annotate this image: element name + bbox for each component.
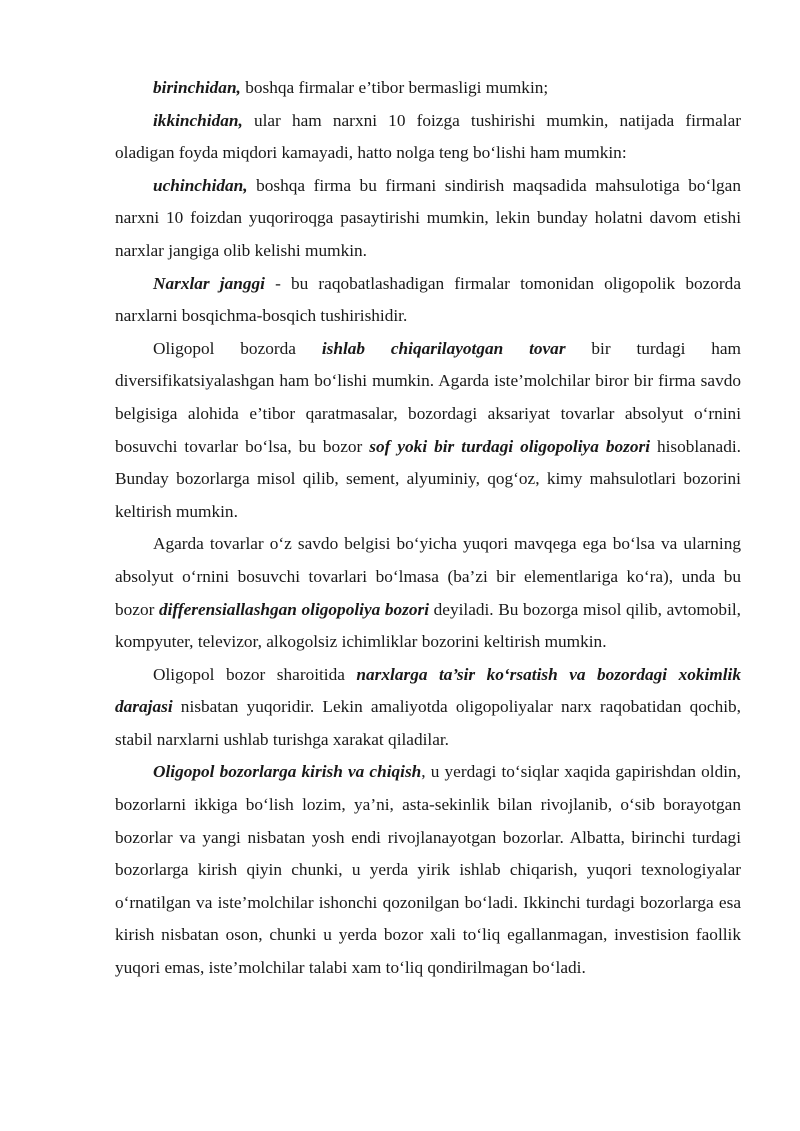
emphasis-term: uchinchidan, bbox=[153, 175, 248, 195]
emphasis-term: narxlarga ta’sir ko‘rsatish va bozordagi xokimlik darajasi bbox=[115, 664, 741, 717]
paragraph-text: ular ham narxni 10 foizga tushirishi mumkin, natijada firmalar oladigan foyda miqdori kamayadi, hatto nolga teng bo‘lishi ham mumkin: bbox=[115, 110, 741, 163]
document-page bbox=[115, 72, 741, 985]
paragraph-text: boshqa firmalar e’tibor bermasligi mumkin; bbox=[240, 78, 549, 97]
emphasis-term: birinchidan, bbox=[153, 78, 241, 97]
emphasis-term: ikkinchidan, bbox=[153, 110, 243, 130]
emphasis-term: Oligopol bozorlarga kirish va chiqish bbox=[153, 762, 422, 782]
emphasis-term: Narxlar janggi bbox=[153, 273, 265, 293]
paragraph-text: Oligopol bozor sharoitida bbox=[153, 664, 357, 684]
paragraph-text: bir turdagi ham diversifikatsiyalashgan ham bo‘lishi mumkin. Agarda iste’molchilar biror bir firma savdo belgisiga alohida e’tibor qaratmasalar, bozordagi aksariyat tovarlar absolyut o‘rnini bosuvchi tovarlar bo‘lsa, bu bozor bbox=[115, 338, 741, 456]
paragraph-text: hisoblanadi. Bunday bozorlarga misol qilib, sement, alyuminiy, qog‘oz, kimy mahsulotlari bozorini keltirish mumkin. bbox=[115, 436, 741, 521]
paragraph bbox=[115, 333, 741, 529]
paragraph-text: Oligopol bozorda bbox=[153, 338, 322, 358]
paragraph-text: , u yerdagi to‘siqlar xaqida gapirishdan oldin, bozorlarni ikkiga bo‘lish lozim, ya’ni, asta-sekinlik bilan rivojlanib, o‘sib borayotgan bozorlar va yangi nisbatan yosh endi rivojlanayotgan bozorlar. Albatta, birinchi turdagi bozorlarga kirish qiyin chunki, u yerda yirik ishlab chiqarish, yuqori texnologiyalar o‘rnatilgan va iste’molchilar ishonchi qozonilgan bo‘ladi. Ikkinchi turdagi bozorlarga esa kirish nisbatan oson, chunki u yerda bozor xali to‘liq egallanmagan, investision faollik yuqori emas, iste’molchilar talabi xam to‘liq qondirilmagan bo‘ladi. bbox=[115, 762, 741, 978]
paragraph bbox=[115, 756, 741, 984]
paragraph-text: Agarda tovarlar o‘z savdo belgisi bo‘yicha yuqori mavqega ega bo‘lsa va ularning absolyut o‘rnini bosuvchi tovarlari bo‘lmasa (ba’zi bir elementlariga ko‘ra), unda bu bozor bbox=[115, 534, 741, 619]
paragraph-text: nisbatan yuqoridir. Lekin amaliyotda oligopoliyalar narx raqobatidan qochib, stabil narxlarni ushlab turishga xarakat qiladilar. bbox=[115, 697, 741, 749]
paragraph-text: deyiladi. Bu bozorga misol qilib, avtomobil, kompyuter, televizor, alkogolsiz ichimliklar bozorini keltirish mumkin. bbox=[115, 599, 741, 652]
emphasis-term: differensiallashgan oligopoliya bozori bbox=[158, 599, 430, 619]
paragraph bbox=[115, 659, 741, 757]
paragraph bbox=[115, 105, 741, 170]
paragraph bbox=[115, 170, 741, 268]
paragraph bbox=[115, 528, 741, 658]
emphasis-term: sof yoki bir turdagi oligopoliya bozori bbox=[369, 436, 650, 456]
paragraph bbox=[115, 268, 741, 333]
paragraph bbox=[115, 72, 741, 105]
paragraph-text: boshqa firma bu firmani sindirish maqsadida mahsulotiga bo‘lgan narxni 10 foizdan yuqoriroqga pasaytirishi mumkin, lekin bunday holatni davom etishi narxlar jangiga olib kelishi mumkin. bbox=[115, 175, 741, 260]
emphasis-term: ishlab chiqarilayotgan tovar bbox=[321, 338, 566, 358]
paragraph-text: - bu raqobatlashadigan firmalar tomonidan oligopolik bozorda narxlarni bosqichma-bosqich tushirishidir. bbox=[115, 273, 741, 326]
